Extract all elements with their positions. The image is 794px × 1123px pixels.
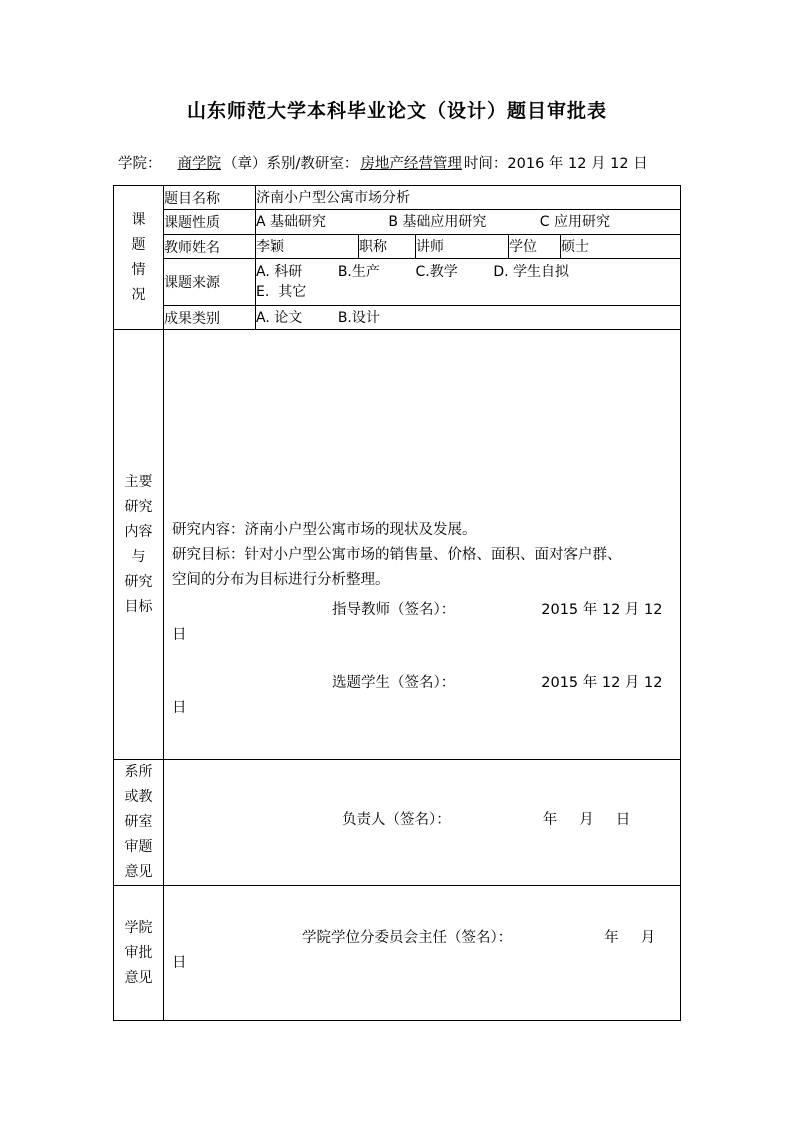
student-signature-block (164, 671, 680, 721)
college-signature-label: 学院学位分委员会主任（签名）： (302, 930, 513, 946)
research-goal-line-2: 空间的分布为目标进行分析整理。 (172, 572, 390, 588)
college-sig-year: 年 (604, 930, 619, 946)
table-row (114, 186, 681, 210)
student-signature-date: 2015 年 12 月 12 (541, 675, 663, 691)
department-signature-line (164, 808, 680, 837)
date-value: 2016 年 12 月 12 日 (507, 156, 648, 172)
department-sig-month: 月 (579, 812, 594, 828)
degree-value: 硕士 (561, 235, 681, 259)
nature-label: 课题性质 (164, 210, 256, 235)
research-goal-line-1: 研究目标：针对小户型公寓市场的销售量、价格、面积、面对客户群、 (172, 547, 622, 563)
advisor-signature-label: 指导教师（签名）： (332, 602, 456, 618)
college-sig-day-tail: 日 (172, 955, 187, 971)
result-label: 成果类别 (164, 306, 256, 330)
date-label: 时间： (463, 156, 508, 172)
page-title: 山东师范大学本科毕业论文（设计）题目审批表 (186, 100, 607, 122)
section-label-topic: 课 题 情 况 (114, 186, 164, 330)
source-label: 课题来源 (164, 259, 256, 306)
table-row (114, 210, 681, 235)
student-signature-row (164, 671, 680, 696)
approval-form-table (113, 185, 681, 1021)
result-options: A. 论文 B.设计 (256, 306, 681, 330)
college-sig-month: 月 (640, 930, 656, 946)
department-sig-day: 日 (615, 812, 631, 828)
advisor-signature-block (164, 598, 680, 648)
teacher-name-value: 李颖 (256, 235, 359, 259)
advisor-signature-date-tail: 日 (172, 627, 187, 643)
source-options-line-1: A. 科研 B.生产 C.教学 D. 学生自拟 (256, 264, 569, 280)
form-header-line (118, 154, 718, 174)
seal-label: （章） (223, 156, 267, 172)
department-sig-year: 年 (542, 812, 558, 828)
nature-options: A 基础研究 B 基础应用研究 C 应用研究 (256, 210, 681, 235)
table-row (114, 259, 681, 306)
department-label: 系别/教研室： (266, 156, 359, 172)
research-content-cell (164, 330, 681, 760)
teacher-name-label: 教师姓名 (164, 235, 256, 259)
college-opinion-cell (164, 886, 681, 1021)
source-options-line-2: E. 其它 (256, 284, 307, 300)
research-content-line: 研究内容：济南小户型公寓市场的现状及发展。 (172, 522, 477, 538)
rank-label: 职称 (359, 235, 416, 259)
source-options (256, 259, 681, 306)
table-row (114, 306, 681, 330)
degree-label: 学位 (509, 235, 561, 259)
table-row (114, 760, 681, 886)
department-signature-label: 负责人（签名）： (342, 812, 451, 828)
advisor-signature-date: 2015 年 12 月 12 (541, 602, 663, 618)
section-label-research: 主要 研究 内容 与 研究 目标 (114, 330, 164, 760)
department-value: 房地产经营管理 (360, 156, 462, 172)
college-signature-line (164, 926, 680, 980)
table-row (114, 330, 681, 760)
student-signature-date-tail: 日 (172, 700, 187, 716)
table-row (114, 886, 681, 1021)
rank-value: 讲师 (416, 235, 509, 259)
section-label-college: 学院 审批 意见 (114, 886, 164, 1021)
title-name-value: 济南小户型公寓市场分析 (256, 186, 681, 210)
college-value: 商学院 (177, 156, 221, 172)
student-signature-label: 选题学生（签名）： (332, 675, 456, 691)
section-label-department: 系所 或教 研室 审题 意见 (114, 760, 164, 886)
research-content-body (164, 496, 680, 593)
department-opinion-cell (164, 760, 681, 886)
table-row (114, 235, 681, 259)
title-name-label: 题目名称 (164, 186, 256, 210)
college-label: 学院： (118, 156, 162, 172)
advisor-signature-row (164, 598, 680, 623)
